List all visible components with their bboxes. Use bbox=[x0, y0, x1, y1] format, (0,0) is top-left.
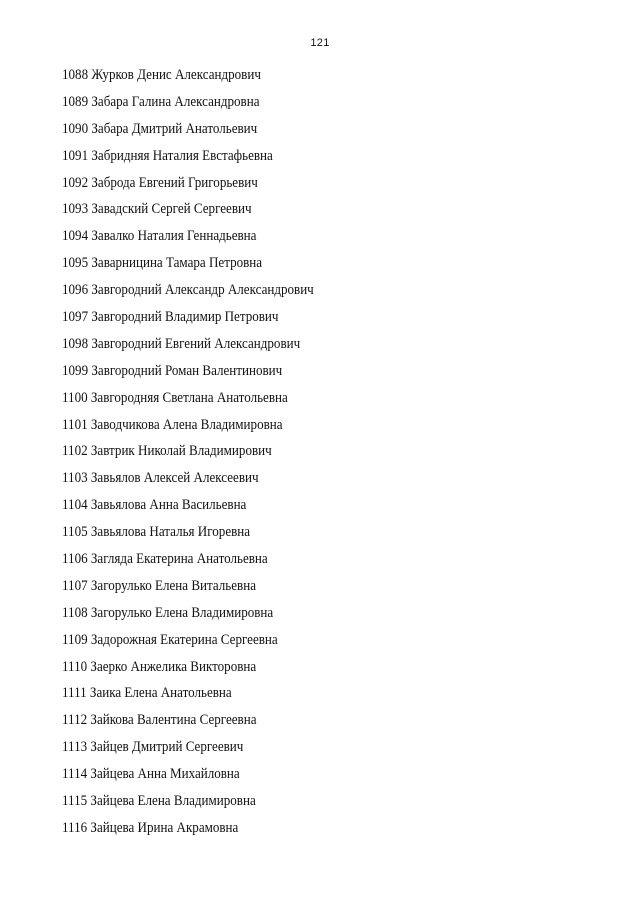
list-item: 1102 Завтрик Николай Владимирович bbox=[62, 443, 272, 460]
list-item: 1104 Завьялова Анна Васильевна bbox=[62, 497, 247, 514]
list-item: 1088 Журков Денис Александрович bbox=[62, 67, 261, 83]
list-item: 1111 Заика Елена Анатольевна bbox=[62, 685, 232, 702]
list-item: 1092 Заброда Евгений Григорьевич bbox=[62, 174, 258, 191]
list-item: 1105 Завьялова Наталья Игоревна bbox=[62, 524, 251, 541]
list-item: 1093 Завадский Сергей Сергеевич bbox=[62, 201, 252, 218]
list-item: 1107 Загорулько Елена Витальевна bbox=[62, 577, 257, 594]
list-item: 1100 Завгородняя Светлана Анатольевна bbox=[62, 389, 288, 406]
list-item: 1094 Завалко Наталия Геннадьевна bbox=[62, 228, 257, 245]
list-item: 1110 Заерко Анжелика Викторовна bbox=[62, 658, 257, 675]
list-item: 1109 Задорожная Екатерина Сергеевна bbox=[62, 631, 278, 648]
list-item: 1101 Заводчикова Алена Владимировна bbox=[62, 416, 283, 433]
names-list bbox=[62, 64, 336, 844]
page-number: 121 bbox=[310, 37, 330, 49]
list-item: 1114 Зайцева Анна Михайловна bbox=[62, 766, 240, 783]
list-item: 1116 Зайцева Ирина Акрамовна bbox=[62, 819, 239, 836]
list-item: 1113 Зайцев Дмитрий Сергеевич bbox=[62, 739, 244, 756]
list-item: 1097 Завгородний Владимир Петрович bbox=[62, 309, 279, 326]
list-item: 1090 Забара Дмитрий Анатольевич bbox=[62, 120, 258, 137]
list-item: 1103 Завьялов Алексей Алексеевич bbox=[62, 470, 259, 487]
list-item: 1112 Зайкова Валентина Сергеевна bbox=[62, 712, 257, 729]
list-item: 1106 Загляда Екатерина Анатольевна bbox=[62, 551, 268, 568]
list-item: 1091 Забридняя Наталия Евстафьевна bbox=[62, 147, 273, 164]
list-item: 1115 Зайцева Елена Владимировна bbox=[62, 793, 256, 810]
list-item: 1096 Завгородний Александр Александрович bbox=[62, 282, 314, 299]
list-item: 1095 Заварницина Тамара Петровна bbox=[62, 255, 263, 272]
list-item: 1089 Забара Галина Александровна bbox=[62, 93, 260, 110]
list-item: 1108 Загорулько Елена Владимировна bbox=[62, 604, 274, 621]
list-item: 1099 Завгородний Роман Валентинович bbox=[62, 362, 283, 379]
list-item: 1098 Завгородний Евгений Александрович bbox=[62, 335, 301, 352]
